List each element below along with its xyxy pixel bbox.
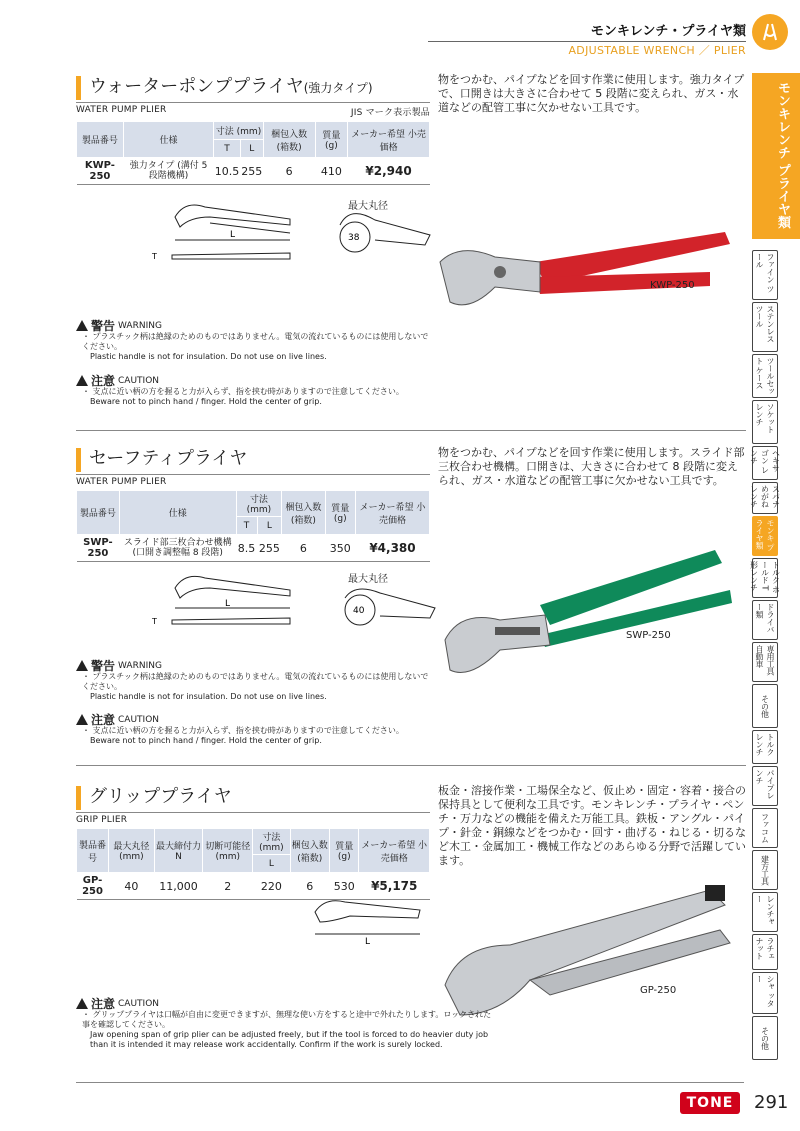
caution-title-en: CAUTION xyxy=(118,998,160,1009)
swp-product-image xyxy=(440,545,740,685)
page-number: 291 xyxy=(754,1092,789,1113)
jis-mark-note: JIS マーク表示製品 xyxy=(350,108,430,118)
cell-weight: 350 xyxy=(325,535,355,562)
th-cut: 切断可能径 (mm) xyxy=(203,829,253,873)
warning-text-en: Plastic handle is not for insulation. Do not use on live lines. xyxy=(90,692,327,701)
nav-tab-12[interactable]: パイプレンチ xyxy=(752,766,778,806)
subtitle-en: WATER PUMP PLIER xyxy=(76,105,167,115)
th-weight: 質量 (g) xyxy=(315,122,348,158)
caution-triangle-icon xyxy=(76,998,88,1009)
nav-tab-4[interactable]: ヘキサゴン レンチ xyxy=(752,446,778,480)
cell-pack: 6 xyxy=(263,158,315,185)
caution-text-en: Beware not to pinch hand / finger. Hold the center of grip. xyxy=(90,736,322,745)
section-title-note: (強力タイプ) xyxy=(303,81,373,95)
side-category-tab[interactable]: モンキレンチ プライヤ類 xyxy=(752,73,800,239)
th-dim: 寸法 (mm) xyxy=(253,829,290,855)
th-l: L xyxy=(257,517,282,535)
caution-notice-gp xyxy=(76,998,496,1050)
product-section-swp xyxy=(76,448,430,562)
table-row xyxy=(77,535,430,562)
cell-code: GP-250 xyxy=(77,873,109,900)
caution-title: 注意 xyxy=(91,996,116,1011)
section-title xyxy=(76,76,430,100)
th-jaw: 最大丸径 (mm) xyxy=(109,829,155,873)
th-spec: 仕様 xyxy=(119,491,236,535)
section-divider xyxy=(76,765,746,766)
warning-text-jp: ・ プラスチック柄は絶縁のためのものではありません。電気の流れているものには使用しないでください。 xyxy=(82,672,429,691)
section-title-text: グリッププライヤ xyxy=(89,786,232,807)
spec-table xyxy=(76,490,430,562)
cell-force: 11,000 xyxy=(154,873,203,900)
cell-l: 220 xyxy=(253,873,290,900)
warning-triangle-icon xyxy=(76,320,88,331)
cell-weight: 530 xyxy=(330,873,359,900)
product-label-gp: GP-250 xyxy=(640,985,677,996)
cell-t: 10.5 xyxy=(214,158,241,185)
nav-tab-14[interactable]: 建方工具 xyxy=(752,850,778,890)
warning-title: 警告 xyxy=(91,318,116,333)
nav-tab-9[interactable]: 専用工具 自動車 xyxy=(752,642,778,682)
product-description: 板金・溶接作業・工場保全など、仮止め・固定・容着・接合の保持具として便利な工具です。モンキレンチ・プライヤ・ペンチ・万力などの機能を備えた万能工具。鉄板・アングル・パイプ・針金・銅線などをつかむ・回す・曲げる・ねじる・切るなど木工・金属加工・機械工作などのあらゆる分野で活躍しています。 xyxy=(438,784,746,867)
max-jaw-value: 40 xyxy=(353,606,365,616)
section-title-text: セーフティプライヤ xyxy=(89,448,248,469)
section-title xyxy=(76,786,430,810)
subtitle-en: GRIP PLIER xyxy=(76,815,128,825)
cell-t: 8.5 xyxy=(236,535,257,562)
section-subtitle xyxy=(76,102,430,118)
th-code: 製品番号 xyxy=(77,122,124,158)
cell-price: ¥5,175 xyxy=(359,873,430,900)
nav-tab-18[interactable]: その他 xyxy=(752,1016,778,1060)
cell-l: 255 xyxy=(257,535,282,562)
nav-tab-7[interactable]: トルク ホールド T形レンチ xyxy=(752,558,778,598)
product-section-gp xyxy=(76,786,430,900)
section-title-text: ウォーターポンププライヤ xyxy=(89,76,304,97)
cell-pack: 6 xyxy=(282,535,325,562)
dim-t-label: T xyxy=(152,252,157,261)
dim-l-label: L xyxy=(230,230,236,240)
cell-weight: 410 xyxy=(315,158,348,185)
caution-notice xyxy=(76,714,430,746)
th-dim: 寸法 (mm) xyxy=(214,122,264,140)
th-dim: 寸法 (mm) xyxy=(236,491,282,517)
swp-dimension-diagram xyxy=(150,568,440,638)
th-spec: 仕様 xyxy=(123,122,213,158)
dim-t-label: T xyxy=(152,617,157,626)
product-label-swp: SWP-250 xyxy=(626,630,671,641)
kwp-dimension-diagram xyxy=(150,195,440,270)
spec-table xyxy=(76,828,430,900)
warning-triangle-icon xyxy=(76,660,88,671)
caution-title: 注意 xyxy=(91,712,116,727)
caution-text-jp: ・ グリッププライヤは口幅が自由に変更できますが、無理な使い方をすると途中で外れたりします。ロックされた事を確認してください。 xyxy=(82,1010,492,1029)
table-row xyxy=(77,158,430,185)
gp-dimension-diagram xyxy=(300,892,435,952)
th-pack: 梱包入数 (箱数) xyxy=(282,491,325,535)
nav-tab-0[interactable]: ファイン ツール xyxy=(752,250,778,300)
th-pack: 梱包入数 (箱数) xyxy=(263,122,315,158)
th-price: メーカー希望 小売価格 xyxy=(355,491,429,535)
section-subtitle xyxy=(76,812,430,825)
nav-tab-1[interactable]: ステンレス ツール xyxy=(752,302,778,352)
caution-text-jp: ・ 支点に近い柄の方を握ると力が入らず、指を挟む時がありますので注意してください。 xyxy=(82,387,404,396)
max-jaw-label: 最大丸径 xyxy=(348,201,388,212)
product-description: 物をつかむ、パイプなどを回す作業に使用します。強力タイプで、口開きは大きさに合わせて 5 段階に変えられ、ガス・水道などの配管工事に欠かせない工具です。 xyxy=(438,73,745,114)
product-description: 物をつかむ、パイプなどを回す作業に使用します。スライド部三枚合わせ機構。口開きは、大きさに合わせて 8 段階に変えられ、ガス・水道などの配管工事に欠かせない工具です。 xyxy=(438,446,745,487)
section-divider xyxy=(76,430,746,431)
warning-title: 警告 xyxy=(91,658,116,673)
nav-tab-16[interactable]: ラチェ ナット xyxy=(752,934,778,970)
warning-notice xyxy=(76,320,430,362)
th-price: メーカー希望 小売価格 xyxy=(348,122,430,158)
caution-notice xyxy=(76,375,430,407)
th-pack: 梱包入数 (箱数) xyxy=(290,829,330,873)
plier-hand-icon xyxy=(752,14,788,50)
footer-rule xyxy=(76,1082,744,1083)
warning-text-en: Plastic handle is not for insulation. Do not use on live lines. xyxy=(90,352,327,361)
header-title-en: ADJUSTABLE WRENCH ／ PLIER xyxy=(568,44,746,57)
warning-text-jp: ・ プラスチック柄は絶縁のためのものではありません。電気の流れているものには使用しないでください。 xyxy=(82,332,429,351)
cell-code: SWP-250 xyxy=(77,535,120,562)
caution-title: 注意 xyxy=(91,373,116,388)
caution-text-en: Jaw opening span of grip plier can be adjusted freely, but if the tool is forced to do heavier duty job than it is intended it may release work accidentally. Confirm if the work is surely locked. xyxy=(90,1030,489,1049)
nav-tab-17[interactable]: シャ ッター xyxy=(752,972,778,1014)
nav-tab-6[interactable]: モンキ プライヤ類 xyxy=(752,516,778,556)
dim-l-label: L xyxy=(225,599,231,609)
cell-code: KWP-250 xyxy=(77,158,124,185)
cell-spec: 強力タイプ (溝付 5 段階機構) xyxy=(123,158,213,185)
cell-price: ¥4,380 xyxy=(355,535,429,562)
subtitle-en: WATER PUMP PLIER xyxy=(76,477,167,487)
th-l: L xyxy=(253,855,290,873)
th-t: T xyxy=(214,140,241,158)
header-title-jp: モンキレンチ・プライヤ類 xyxy=(590,24,746,39)
nav-tab-15[interactable]: レンチャー xyxy=(752,892,778,932)
cell-price: ¥2,940 xyxy=(348,158,430,185)
caution-triangle-icon xyxy=(76,714,88,725)
warning-title-en: WARNING xyxy=(118,660,162,671)
nav-tab-3[interactable]: ソケット レンチ xyxy=(752,400,778,444)
nav-tab-13[interactable]: ファコム xyxy=(752,808,778,848)
cell-l: 255 xyxy=(240,158,263,185)
dim-l-label: L xyxy=(365,937,371,947)
section-title xyxy=(76,448,430,472)
product-label-kwp: KWP-250 xyxy=(650,280,695,291)
caution-triangle-icon xyxy=(76,375,88,386)
cell-spec: スライド部三枚合わせ機構 (口開き調整幅 8 段階) xyxy=(119,535,236,562)
spec-table xyxy=(76,121,430,185)
max-jaw-value: 38 xyxy=(348,233,360,243)
cell-cut: 2 xyxy=(203,873,253,900)
th-t: T xyxy=(236,517,257,535)
nav-tab-5[interactable]: スパナ めがねレンチ xyxy=(752,482,778,514)
warning-title-en: WARNING xyxy=(118,320,162,331)
th-l: L xyxy=(240,140,263,158)
th-weight: 質量 (g) xyxy=(325,491,355,535)
caution-text-en: Beware not to pinch hand / finger. Hold the center of grip. xyxy=(90,397,322,406)
warning-notice xyxy=(76,660,430,702)
product-section-kwp xyxy=(76,76,430,185)
cell-jaw: 40 xyxy=(109,873,155,900)
caution-title-en: CAUTION xyxy=(118,714,160,725)
caution-text-jp: ・ 支点に近い柄の方を握ると力が入らず、指を挟む時がありますので注意してください。 xyxy=(82,726,404,735)
cell-pack: 6 xyxy=(290,873,330,900)
kwp-product-image xyxy=(440,222,740,322)
nav-tab-11[interactable]: トルクレンチ xyxy=(752,730,778,764)
nav-tab-2[interactable]: ツールセット ケース xyxy=(752,354,778,398)
nav-tab-10[interactable]: その他 xyxy=(752,684,778,728)
th-code: 製品番号 xyxy=(77,491,120,535)
th-price: メーカー希望 小売価格 xyxy=(359,829,430,873)
nav-tab-8[interactable]: ドライバー類 xyxy=(752,600,778,640)
section-subtitle xyxy=(76,474,430,487)
caution-title-en: CAUTION xyxy=(118,375,160,386)
tone-logo: TONE xyxy=(680,1092,740,1114)
th-weight: 質量 (g) xyxy=(330,829,359,873)
max-jaw-label: 最大丸径 xyxy=(348,574,388,585)
th-force: 最大締付力 N xyxy=(154,829,203,873)
th-code: 製品番号 xyxy=(77,829,109,873)
